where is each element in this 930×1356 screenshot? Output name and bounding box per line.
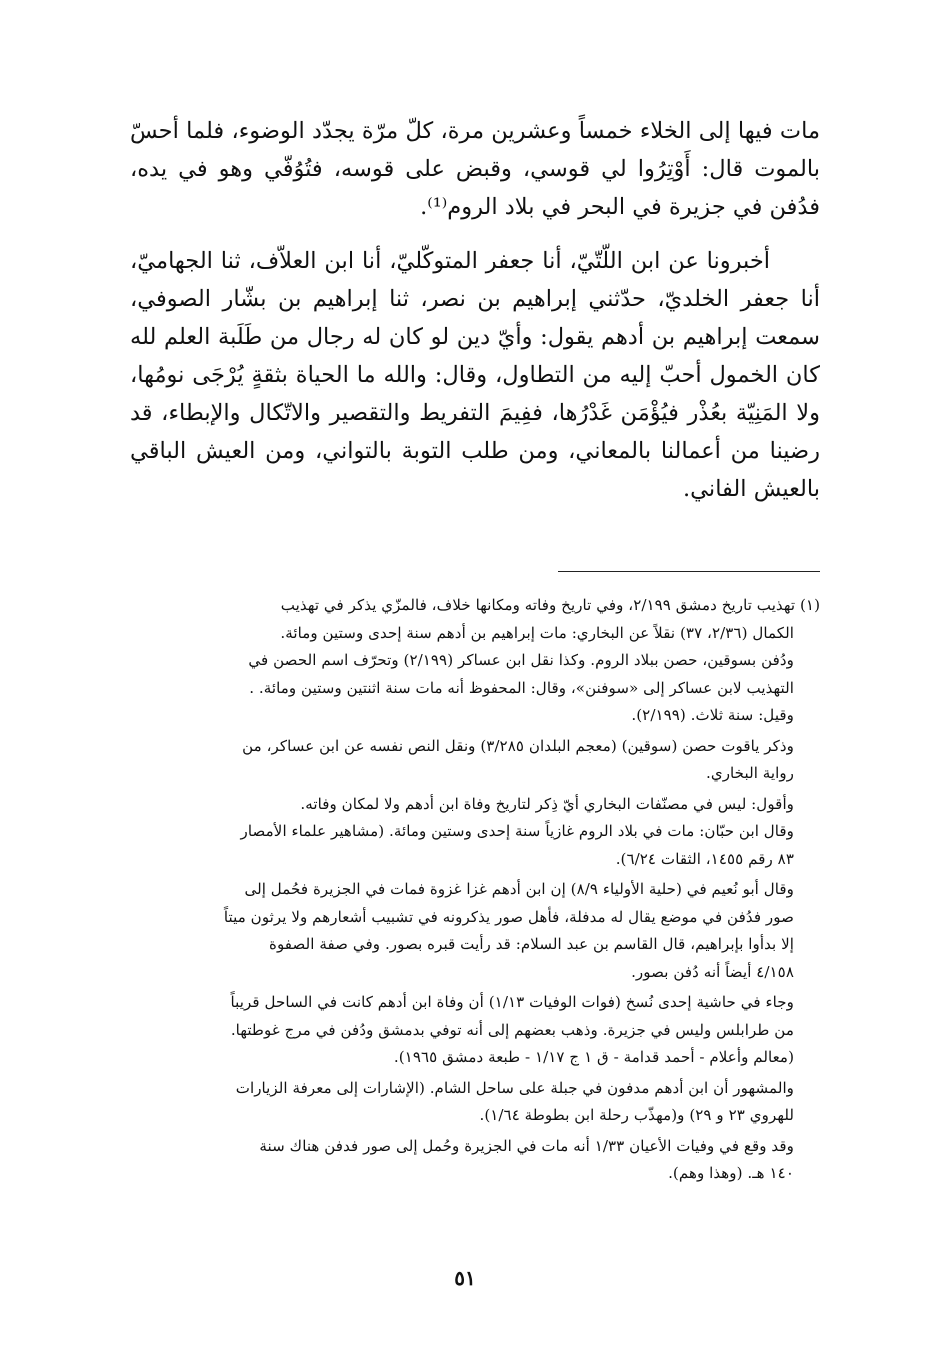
- main-text: [130, 112, 820, 508]
- footnote-line: وقيل: سنة ثلاث. (٢/١٩٩).: [631, 706, 794, 724]
- footnote-line: صور فدُفن في موضع يقال له مدفلة، فأهل صور يذكرونه في تشبيب أشعارهم ولا يرثون ميتاً: [223, 907, 794, 926]
- footnote-line: ٤/١٥٨ أيضاً أنه دُفن بصور.: [631, 962, 794, 981]
- paragraph-1: مات فيها إلى الخلاء خمساً وعشرين مرة، كلّ مرّة يجدّد الوضوء، فلما أحسّ بالموت قال: أَوْتِرُوا لي قوسي، وقبض على قوسه، فتُوُفّي وهو في يده، فدُفن في جزيرة في البحر في بلاد الروم⁽¹⁾.: [130, 118, 820, 220]
- footnote-line: وقال ابن حبّان: مات في بلاد الروم غازياً سنة إحدى وستين ومائة. (مشاهير علماء الأمصار: [240, 822, 794, 840]
- footnote-line: الكمال (٢/٣٦، ٣٧) نقلاً عن البخاري: مات إبراهيم بن أدهم سنة إحدى وستين ومائة.: [280, 623, 794, 642]
- footnote-line: رواية البخاري.: [706, 764, 794, 782]
- page-number: ٥١: [454, 1266, 476, 1290]
- footnote-line: وقال أبو نُعيم في (حلية الأولياء ٨/٩) إن ابن أدهم غزا غزوة فمات في الجزيرة فحُمل إلى: [244, 880, 794, 898]
- footnote-line: (معالم وأعلام - أحمد قدامة - ق ١ ج ١/١٧ - طبعة دمشق ١٩٦٥).: [393, 1048, 794, 1066]
- footnote-line: وأقول: ليس في مصنّفات البخاري أيّ ذِكر لتاريخ وفاة ابن أدهم ولا لمكان وفاته.: [300, 794, 794, 813]
- footnote-divider: [558, 571, 820, 572]
- footnote-line: ٨٣ رقم ١٤٥٥، الثقات ٦/٢٤).: [615, 849, 794, 868]
- footnote-line: إلا بدأوا بإبراهيم، قال القاسم بن عبد السلام: قد رأيت قبره بصور. وفي صفة الصفوة: [268, 935, 794, 953]
- footnote-line: (١) تهذيب تاريخ دمشق ٢/١٩٩، وفي تاريخ وفاته ومكانها خلاف، فالمزّي يذكر في تهذيب: [280, 596, 820, 614]
- footnote-line: ودُفن بسوقين، حصن ببلاد الروم. وكذا نقل ابن عساكر (٢/١٩٩) وتحرّف اسم الحصن في: [248, 651, 794, 669]
- footnote-line: من طرابلس وليس في جزيرة. وذهب بعضهم إلى أنه توفي بدمشق ودُفن في مرج غوطتها.: [230, 1020, 794, 1039]
- footnotes: [130, 592, 820, 1188]
- footnote-line: وجاء في حاشية إحدى نُسخ (فوات الوفيات ١/١٣) أن وفاة ابن أدهم كانت في الساحل قريباً: [230, 993, 794, 1011]
- footnote-line: والمشهور أن ابن أدهم مدفون في جبلة على ساحل الشام. (الإشارات إلى معرفة الزيارات: [235, 1078, 794, 1097]
- paragraph-2: أخبرونا عن ابن اللّتّيّ، أنا جعفر المتوكّليّ، أنا ابن العلاّف، ثنا الجهاميّ، أنا جعفر الخلديّ، حدّثني إبراهيم بن نصر، ثنا إبراهيم بن بشّار الصوفي، سمعت إبراهيم بن أدهم يقول: وأيّ دين لو كان له رجال من طَلَبة العلم لله كان الخمول أحبّ إليه من التطاول، وقال: والله ما الحياة بثقةٍ يُرْجَى نومُها، ولا المَنِيّة بعُذْر فيُؤْمَن غَدْرُها، ففِيمَ التفريط والتقصير والاتّكال والإبطاء، قد رضينا من أعمالنا بالمعاني، ومن طلب التوبة بالتواني، ومن العيش الباقي بالعيش الفاني.: [130, 248, 820, 502]
- footnote-line: ١٤٠ هـ. (وهذا وهم).: [668, 1164, 794, 1182]
- footnote-line: وذكر ياقوت حصن (سوقين) (معجم البلدان ٣/٢٨٥) ونقل النص نفسه عن ابن عساكر، من: [242, 736, 794, 755]
- footnote-line: وقد وقع في وفيات الأعيان ١/٣٣ أنه مات في الجزيرة وحُمل إلى صور فدفن هناك سنة: [259, 1136, 794, 1155]
- footnote-line: التهذيب لابن عساكر إلى «سوفنن»، وقال: المحفوظ أنه مات سنة اثنتين وستين ومائة. .: [249, 678, 794, 697]
- footnote-line: للهروي ٢٣ و ٢٩) و(مهذّب رحلة ابن بطوطة ١/٦٤).: [479, 1106, 794, 1124]
